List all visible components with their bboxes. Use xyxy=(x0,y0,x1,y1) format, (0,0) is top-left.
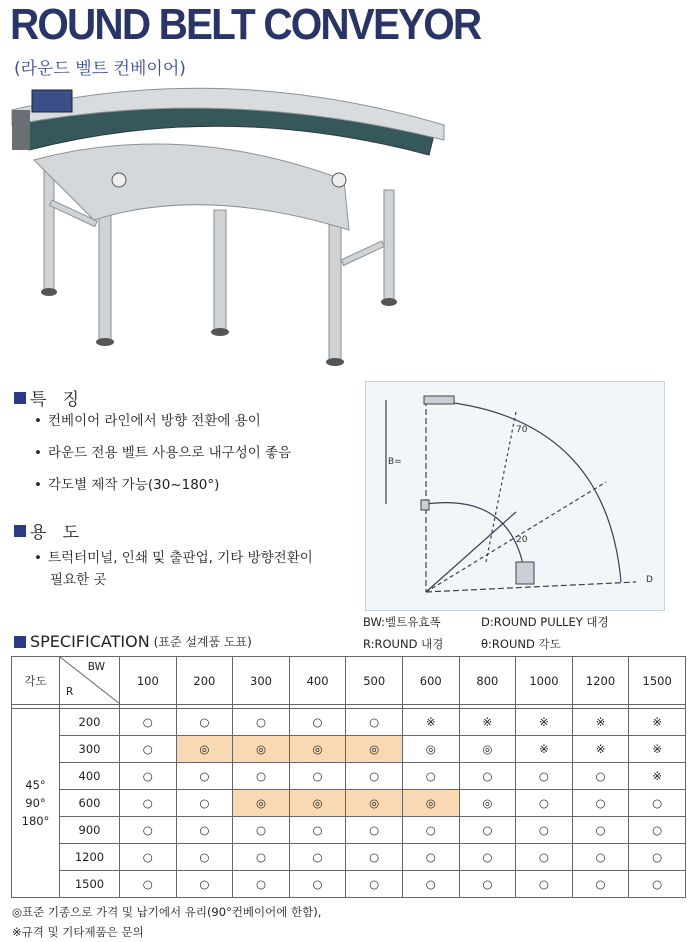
square-bullet-icon xyxy=(14,525,26,537)
spec-cell: ○ xyxy=(516,763,573,790)
spec-cell: ○ xyxy=(346,871,403,898)
spec-cell: ○ xyxy=(402,817,459,844)
spec-cell: ○ xyxy=(120,790,177,817)
spec-cell: ◎ xyxy=(233,790,290,817)
spec-cell: ○ xyxy=(289,844,346,871)
footnote-standard: ◎표준 기종으로 가격 및 납기에서 유리(90°컨베이어에 한함), xyxy=(12,905,322,919)
legend-bw: BW:벨트유효폭 xyxy=(363,615,441,629)
spec-cell: ○ xyxy=(289,763,346,790)
usage-heading: 용 도 xyxy=(14,518,79,543)
spec-cell: ○ xyxy=(572,763,629,790)
spec-cell: ○ xyxy=(120,763,177,790)
spec-cell: ※ xyxy=(402,709,459,736)
spec-cell: ◎ xyxy=(459,736,516,763)
spec-cell: ○ xyxy=(459,871,516,898)
spec-heading: SPECIFICATION (표준 설계품 도표) xyxy=(14,632,252,651)
legend-r: R:ROUND 내경 xyxy=(363,637,444,651)
bw-column-header: 600 xyxy=(402,657,459,705)
spec-cell: ○ xyxy=(629,844,686,871)
spec-cell: ※ xyxy=(629,763,686,790)
spec-cell: ○ xyxy=(572,871,629,898)
radius-cell: 1500 xyxy=(60,871,120,898)
spec-cell: ○ xyxy=(516,844,573,871)
spec-cell: ○ xyxy=(629,871,686,898)
angle-value: 45° xyxy=(25,778,46,792)
spec-cell: ○ xyxy=(516,871,573,898)
spec-cell: ◎ xyxy=(289,736,346,763)
usage-item-continued: 필요한 곳 xyxy=(50,572,107,588)
bw-column-header: 800 xyxy=(459,657,516,705)
page-subtitle: (라운드 벨트 컨베이어) xyxy=(14,59,186,79)
feature-item: • 컨베이어 라인에서 방향 전환에 용이 xyxy=(34,411,291,431)
bw-column-header: 1500 xyxy=(629,657,686,705)
spec-cell: ○ xyxy=(459,763,516,790)
svg-text:D: D xyxy=(646,575,653,585)
spec-cell: ◎ xyxy=(402,790,459,817)
footnote-inquiry: ※규격 및 기타제품은 문의 xyxy=(12,925,144,939)
spec-cell: ◎ xyxy=(233,736,290,763)
spec-cell: ○ xyxy=(120,817,177,844)
bw-r-header: BW R xyxy=(60,657,120,705)
specification-table xyxy=(11,656,686,898)
spec-cell: ○ xyxy=(176,844,233,871)
square-bullet-icon xyxy=(14,392,26,404)
spec-cell: ○ xyxy=(629,790,686,817)
drawing-svg xyxy=(366,382,664,610)
spec-cell: ○ xyxy=(233,763,290,790)
angle-cell xyxy=(12,709,60,898)
angle-header: 각도 xyxy=(12,657,60,705)
conveyor-photo xyxy=(4,80,474,370)
spec-cell: ◎ xyxy=(459,790,516,817)
spec-cell: ○ xyxy=(459,844,516,871)
spec-cell: ○ xyxy=(572,817,629,844)
legend-d: D:ROUND PULLEY 대경 xyxy=(481,615,609,629)
angle-value: 90° xyxy=(25,796,46,810)
spec-cell: ◎ xyxy=(289,790,346,817)
spec-cell: ◎ xyxy=(176,736,233,763)
feature-item: • 라운드 전용 벨트 사용으로 내구성이 좋음 xyxy=(34,443,291,463)
page-title: ROUND BELT CONVEYOR xyxy=(10,0,481,49)
spec-cell: ○ xyxy=(346,763,403,790)
spec-cell: ○ xyxy=(346,709,403,736)
spec-cell: ○ xyxy=(289,817,346,844)
spec-cell: ○ xyxy=(120,736,177,763)
radius-cell: 200 xyxy=(60,709,120,736)
spec-cell: ○ xyxy=(516,790,573,817)
table-header-row xyxy=(12,657,686,705)
bw-column-header: 300 xyxy=(233,657,290,705)
table-row xyxy=(12,709,686,736)
table-row xyxy=(12,871,686,898)
bw-column-header: 200 xyxy=(176,657,233,705)
bw-column-header: 1200 xyxy=(572,657,629,705)
spec-cell: ◎ xyxy=(402,736,459,763)
spec-cell: ○ xyxy=(120,844,177,871)
spec-cell: ※ xyxy=(629,736,686,763)
spec-cell: ○ xyxy=(402,844,459,871)
table-row xyxy=(12,736,686,763)
spec-cell: ◎ xyxy=(346,736,403,763)
radius-cell: 400 xyxy=(60,763,120,790)
usage-item: • 트럭터미널, 인쇄 및 출판업, 기타 방향전환이 xyxy=(34,548,313,568)
spec-cell: ○ xyxy=(233,817,290,844)
spec-cell: ○ xyxy=(572,844,629,871)
spec-cell: ○ xyxy=(176,871,233,898)
svg-text:70: 70 xyxy=(516,425,528,435)
angle-value: 180° xyxy=(21,814,50,828)
radius-cell: 600 xyxy=(60,790,120,817)
bw-column-header: 500 xyxy=(346,657,403,705)
table-row xyxy=(12,790,686,817)
spec-cell: ○ xyxy=(402,871,459,898)
spec-cell: ※ xyxy=(629,709,686,736)
radius-cell: 1200 xyxy=(60,844,120,871)
svg-text:20: 20 xyxy=(516,535,528,545)
spec-cell: ○ xyxy=(176,709,233,736)
spec-cell: ○ xyxy=(346,844,403,871)
spec-cell: ○ xyxy=(402,763,459,790)
spec-cell: ○ xyxy=(459,817,516,844)
table-row xyxy=(12,817,686,844)
spec-cell: ○ xyxy=(120,871,177,898)
spec-cell: ○ xyxy=(516,817,573,844)
spec-cell: ※ xyxy=(572,736,629,763)
table-row xyxy=(12,763,686,790)
radius-cell: 900 xyxy=(60,817,120,844)
bw-column-header: 100 xyxy=(120,657,177,705)
spec-cell: ○ xyxy=(233,709,290,736)
spec-cell: ※ xyxy=(516,709,573,736)
spec-cell: ※ xyxy=(572,709,629,736)
svg-text:B=: B= xyxy=(388,457,402,467)
legend-theta: θ:ROUND 각도 xyxy=(481,637,561,651)
spec-cell: ○ xyxy=(120,709,177,736)
spec-cell: ◎ xyxy=(346,790,403,817)
spec-cell: ※ xyxy=(516,736,573,763)
spec-cell: ○ xyxy=(629,817,686,844)
spec-cell: ○ xyxy=(233,871,290,898)
usage-list xyxy=(34,548,313,602)
spec-cell: ○ xyxy=(176,763,233,790)
technical-drawing xyxy=(365,381,665,611)
spec-cell: ○ xyxy=(176,790,233,817)
table-row xyxy=(12,844,686,871)
spec-cell: ○ xyxy=(289,709,346,736)
feature-item: • 각도별 제작 가능(30~180°) xyxy=(34,475,291,495)
spec-cell: ○ xyxy=(289,871,346,898)
features-heading: 특 징 xyxy=(14,385,79,410)
spec-cell: ○ xyxy=(346,817,403,844)
spec-cell: ○ xyxy=(233,844,290,871)
bw-column-header: 400 xyxy=(289,657,346,705)
bw-column-header: 1000 xyxy=(516,657,573,705)
radius-cell: 300 xyxy=(60,736,120,763)
spec-cell: ※ xyxy=(459,709,516,736)
features-list xyxy=(34,411,291,507)
spec-cell: ○ xyxy=(176,817,233,844)
spec-cell: ○ xyxy=(572,790,629,817)
square-bullet-icon xyxy=(14,636,26,648)
